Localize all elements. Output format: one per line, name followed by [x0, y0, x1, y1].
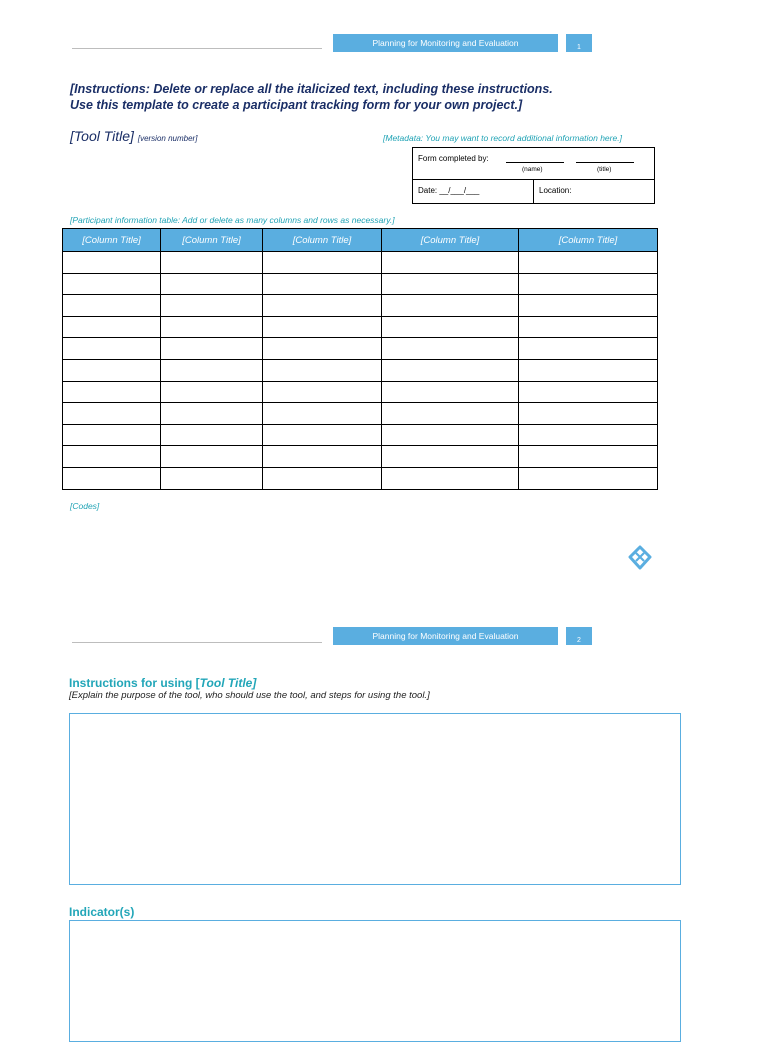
table-cell[interactable]	[519, 338, 658, 360]
metadata-box	[412, 147, 655, 204]
table-cell[interactable]	[382, 424, 519, 446]
instructions-heading	[69, 676, 256, 690]
name-label: (name)	[522, 166, 543, 173]
table-row	[63, 338, 658, 360]
table-cell[interactable]	[63, 273, 161, 295]
date-field[interactable]: Date: __/___/___	[418, 186, 480, 195]
table-cell[interactable]	[382, 316, 519, 338]
table-cell[interactable]	[161, 381, 263, 403]
table-cell[interactable]	[161, 316, 263, 338]
header-rule-left	[72, 48, 322, 49]
table-cell[interactable]	[382, 273, 519, 295]
column-title-1: [Column Title]	[63, 229, 161, 252]
header-page-number: 1	[566, 34, 592, 52]
metadata-row-date-location	[413, 180, 654, 203]
diamond-heart-logo-icon	[626, 544, 654, 572]
header-page-number-2: 2	[566, 627, 592, 645]
column-title-2: [Column Title]	[161, 229, 263, 252]
table-row	[63, 446, 658, 468]
table-cell[interactable]	[263, 273, 382, 295]
header-rule-left-2	[72, 642, 322, 643]
table-cell[interactable]	[63, 381, 161, 403]
tool-title-line	[70, 128, 197, 144]
table-cell[interactable]	[382, 252, 519, 274]
name-blank-line[interactable]	[506, 162, 564, 163]
codes-label: [Codes]	[70, 501, 100, 511]
title-label: (title)	[597, 166, 612, 173]
participant-table	[62, 228, 658, 490]
table-cell[interactable]	[63, 467, 161, 489]
indicators-heading: Indicator(s)	[69, 905, 135, 919]
form-completed-label: Form completed by:	[418, 154, 489, 163]
table-row	[63, 424, 658, 446]
table-cell[interactable]	[382, 338, 519, 360]
table-cell[interactable]	[161, 295, 263, 317]
location-field[interactable]: Location:	[539, 186, 572, 195]
column-title-5: [Column Title]	[519, 229, 658, 252]
table-cell[interactable]	[519, 446, 658, 468]
table-cell[interactable]	[63, 316, 161, 338]
table-cell[interactable]	[263, 252, 382, 274]
table-row	[63, 316, 658, 338]
instructions-heading-prefix: Instructions for using [	[69, 676, 200, 690]
table-cell[interactable]	[519, 316, 658, 338]
metadata-divider	[533, 180, 534, 203]
table-cell[interactable]	[263, 338, 382, 360]
table-cell[interactable]	[382, 467, 519, 489]
table-cell[interactable]	[263, 403, 382, 425]
instructions-subtext: [Explain the purpose of the tool, who should use the tool, and steps for using the tool.]	[69, 690, 430, 701]
table-cell[interactable]	[161, 403, 263, 425]
metadata-row-completed-by	[413, 148, 654, 180]
table-cell[interactable]	[519, 381, 658, 403]
instructions-line-1: [Instructions: Delete or replace all the italicized text, including these instructions.	[70, 82, 553, 96]
table-cell[interactable]	[263, 295, 382, 317]
table-cell[interactable]	[161, 252, 263, 274]
table-cell[interactable]	[263, 424, 382, 446]
table-cell[interactable]	[63, 295, 161, 317]
table-row	[63, 467, 658, 489]
metadata-note: [Metadata: You may want to record additional information here.]	[383, 133, 622, 143]
table-row	[63, 381, 658, 403]
table-cell[interactable]	[161, 467, 263, 489]
table-cell[interactable]	[519, 403, 658, 425]
table-cell[interactable]	[263, 446, 382, 468]
table-cell[interactable]	[382, 295, 519, 317]
table-cell[interactable]	[63, 424, 161, 446]
table-cell[interactable]	[519, 467, 658, 489]
instructions-line-2: Use this template to create a participant tracking form for your own project.]	[70, 98, 523, 112]
version-number: [version number]	[137, 134, 198, 143]
table-cell[interactable]	[519, 273, 658, 295]
column-title-4: [Column Title]	[382, 229, 519, 252]
instructions-block	[70, 81, 690, 113]
table-note: [Participant information table: Add or delete as many columns and rows as necessary.]	[70, 215, 395, 225]
instructions-heading-tool: Tool Title]	[199, 676, 257, 690]
table-row	[63, 403, 658, 425]
table-cell[interactable]	[519, 295, 658, 317]
table-cell[interactable]	[63, 403, 161, 425]
header-band-2: Planning for Monitoring and Evaluation	[333, 627, 558, 645]
table-cell[interactable]	[161, 338, 263, 360]
table-cell[interactable]	[382, 381, 519, 403]
table-cell[interactable]	[382, 403, 519, 425]
table-row	[63, 252, 658, 274]
table-cell[interactable]	[263, 359, 382, 381]
table-cell[interactable]	[63, 338, 161, 360]
table-cell[interactable]	[519, 359, 658, 381]
instructions-textbox[interactable]	[69, 713, 681, 885]
table-cell[interactable]	[382, 359, 519, 381]
table-header-row	[63, 229, 658, 252]
table-cell[interactable]	[161, 446, 263, 468]
table-row	[63, 359, 658, 381]
table-cell[interactable]	[63, 446, 161, 468]
table-row	[63, 295, 658, 317]
table-cell[interactable]	[263, 381, 382, 403]
title-blank-line[interactable]	[576, 162, 634, 163]
header-band: Planning for Monitoring and Evaluation	[333, 34, 558, 52]
column-title-3: [Column Title]	[263, 229, 382, 252]
table-cell[interactable]	[263, 316, 382, 338]
table-cell[interactable]	[63, 252, 161, 274]
tool-title: [Tool Title]	[70, 128, 134, 144]
table-cell[interactable]	[263, 467, 382, 489]
table-row	[63, 273, 658, 295]
table-cell[interactable]	[161, 424, 263, 446]
table-cell[interactable]	[161, 359, 263, 381]
table-cell[interactable]	[63, 359, 161, 381]
table-cell[interactable]	[519, 424, 658, 446]
table-cell[interactable]	[519, 252, 658, 274]
table-cell[interactable]	[161, 273, 263, 295]
table-cell[interactable]	[382, 446, 519, 468]
